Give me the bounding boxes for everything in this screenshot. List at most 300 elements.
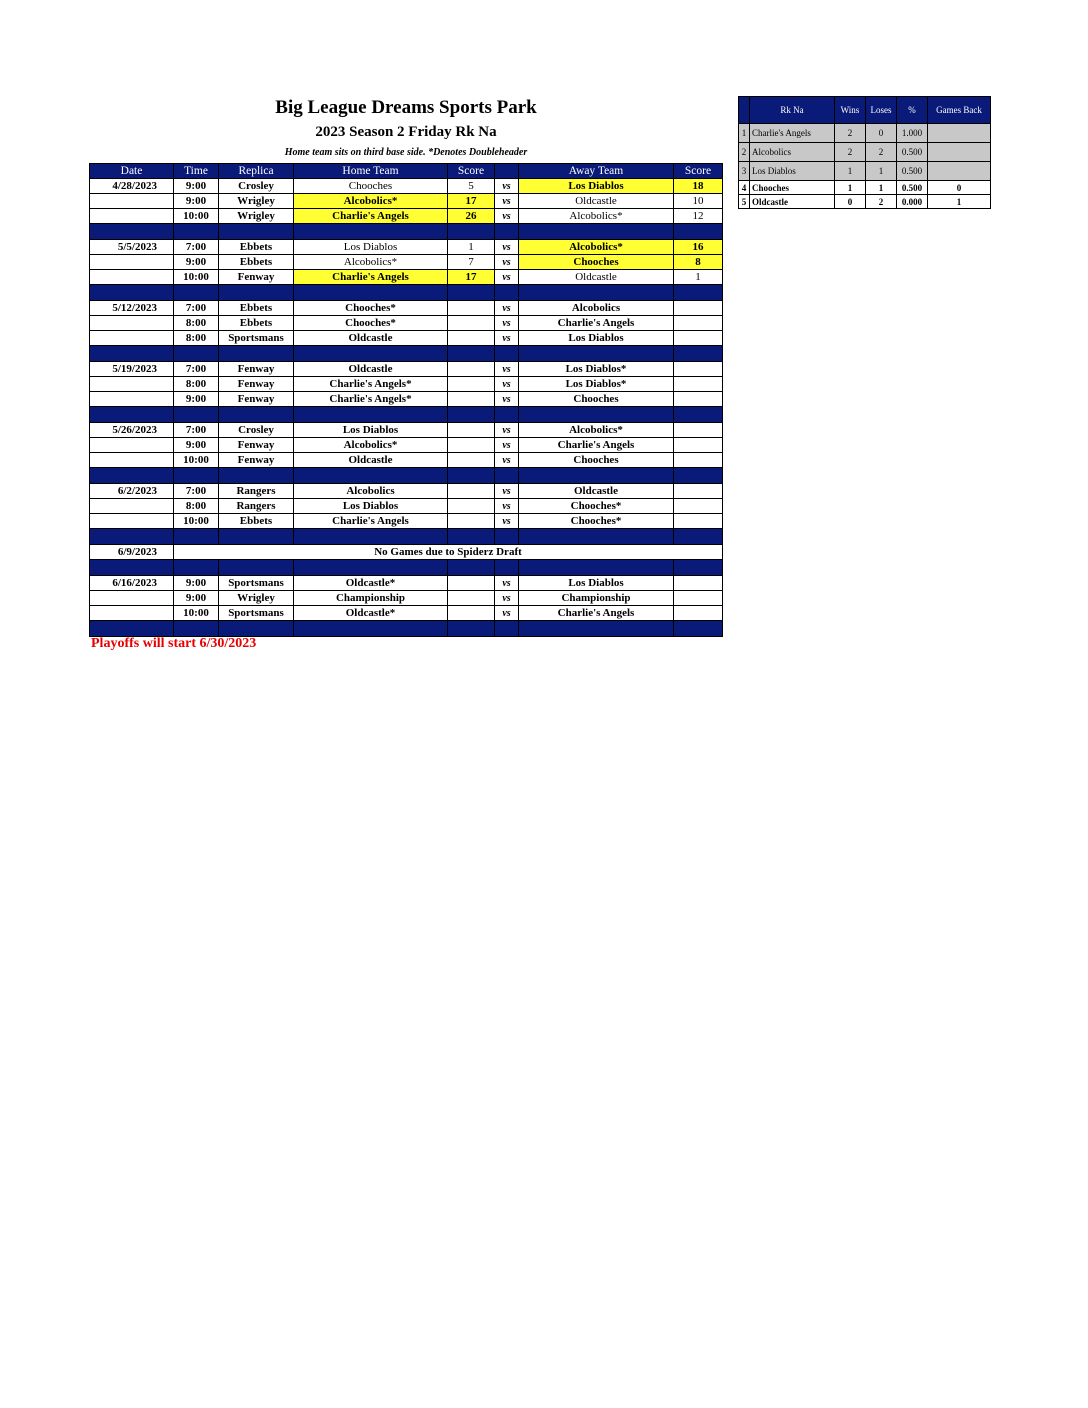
separator-cell (174, 529, 219, 545)
home-team: Charlie's Angels* (294, 377, 448, 392)
field-replica: Fenway (219, 362, 294, 377)
team-name: Los Diablos (750, 162, 835, 181)
away-team: Charlie's Angels (519, 606, 674, 621)
game-row (90, 499, 723, 514)
field-replica: Fenway (219, 377, 294, 392)
field-replica: Sportsmans (219, 606, 294, 621)
page-title: Big League Dreams Sports Park (275, 97, 537, 118)
field-replica: Ebbets (219, 514, 294, 529)
standings-row (739, 162, 991, 181)
game-date (90, 438, 174, 453)
away-team: Chooches* (519, 514, 674, 529)
away-team: Alcobolics* (519, 423, 674, 438)
field-replica: Crosley (219, 179, 294, 194)
standings-row (739, 124, 991, 143)
away-team: Chooches* (519, 499, 674, 514)
team-loses: 1 (866, 162, 897, 181)
team-games-back (928, 162, 991, 181)
field-replica: Wrigley (219, 209, 294, 224)
separator-cell (495, 560, 519, 576)
home-team: Alcobolics* (294, 255, 448, 270)
game-row (90, 484, 723, 499)
game-time: 9:00 (174, 179, 219, 194)
team-percent: 0.500 (897, 181, 928, 195)
separator-cell (674, 621, 723, 637)
separator-cell (294, 468, 448, 484)
schedule-table (89, 163, 723, 637)
home-team: Chooches* (294, 301, 448, 316)
team-percent: 1.000 (897, 124, 928, 143)
home-team: Championship (294, 591, 448, 606)
game-date (90, 270, 174, 285)
vs-label: vs (495, 301, 519, 316)
week-separator (90, 224, 723, 240)
team-rank: 4 (739, 181, 750, 195)
separator-cell (219, 468, 294, 484)
separator-cell (174, 407, 219, 423)
separator-cell (294, 529, 448, 545)
game-row (90, 423, 723, 438)
team-loses: 1 (866, 181, 897, 195)
week-separator (90, 468, 723, 484)
away-score (674, 606, 723, 621)
team-wins: 2 (835, 124, 866, 143)
game-row (90, 576, 723, 591)
field-replica: Wrigley (219, 591, 294, 606)
standings-header-row (739, 97, 991, 124)
away-score (674, 362, 723, 377)
home-score (448, 606, 495, 621)
vs-label: vs (495, 576, 519, 591)
game-date (90, 377, 174, 392)
game-time: 8:00 (174, 499, 219, 514)
game-row (90, 438, 723, 453)
game-date: 5/12/2023 (90, 301, 174, 316)
team-name: Oldcastle (750, 195, 835, 209)
col-home-score: Score (448, 164, 495, 179)
game-row (90, 209, 723, 224)
separator-cell (294, 407, 448, 423)
away-score: 12 (674, 209, 723, 224)
page-subtitle: 2023 Season 2 Friday Rk Na (315, 124, 497, 140)
separator-cell (448, 468, 495, 484)
game-time: 10:00 (174, 514, 219, 529)
team-wins: 2 (835, 143, 866, 162)
game-time: 9:00 (174, 576, 219, 591)
game-date: 6/2/2023 (90, 484, 174, 499)
home-score (448, 362, 495, 377)
away-score (674, 514, 723, 529)
no-games-message: No Games due to Spiderz Draft (174, 545, 723, 560)
vs-label: vs (495, 209, 519, 224)
separator-cell (90, 560, 174, 576)
field-replica: Fenway (219, 438, 294, 453)
team-rank: 5 (739, 195, 750, 209)
vs-label: vs (495, 179, 519, 194)
separator-cell (294, 285, 448, 301)
game-time: 9:00 (174, 392, 219, 407)
team-percent: 0.000 (897, 195, 928, 209)
week-separator (90, 346, 723, 362)
game-date: 6/9/2023 (90, 545, 174, 560)
home-score: 26 (448, 209, 495, 224)
away-team: Charlie's Angels (519, 316, 674, 331)
away-score: 16 (674, 240, 723, 255)
standings-row (739, 181, 991, 195)
home-team: Chooches* (294, 316, 448, 331)
separator-cell (674, 560, 723, 576)
game-row (90, 392, 723, 407)
standings-row (739, 195, 991, 209)
game-date (90, 255, 174, 270)
home-score: 7 (448, 255, 495, 270)
home-team: Alcobolics (294, 484, 448, 499)
separator-cell (674, 346, 723, 362)
game-row (90, 301, 723, 316)
game-time: 7:00 (174, 301, 219, 316)
away-team: Los Diablos* (519, 362, 674, 377)
separator-cell (448, 560, 495, 576)
home-score (448, 423, 495, 438)
away-score: 1 (674, 270, 723, 285)
vs-label: vs (495, 606, 519, 621)
game-date (90, 316, 174, 331)
separator-cell (90, 529, 174, 545)
home-team: Charlie's Angels (294, 270, 448, 285)
away-score (674, 499, 723, 514)
away-team: Chooches (519, 453, 674, 468)
vs-label: vs (495, 591, 519, 606)
separator-cell (495, 224, 519, 240)
vs-label: vs (495, 453, 519, 468)
separator-cell (90, 346, 174, 362)
game-time: 9:00 (174, 255, 219, 270)
separator-cell (174, 224, 219, 240)
team-name: Charlie's Angels (750, 124, 835, 143)
away-score (674, 331, 723, 346)
team-percent: 0.500 (897, 143, 928, 162)
team-name: Alcobolics (750, 143, 835, 162)
week-separator (90, 407, 723, 423)
game-time: 10:00 (174, 270, 219, 285)
separator-cell (674, 529, 723, 545)
game-time: 9:00 (174, 194, 219, 209)
away-score (674, 301, 723, 316)
separator-cell (519, 560, 674, 576)
game-time: 8:00 (174, 331, 219, 346)
separator-cell (495, 407, 519, 423)
col-replica: Replica (219, 164, 294, 179)
separator-cell (495, 621, 519, 637)
schedule-header-row (90, 164, 723, 179)
away-score (674, 453, 723, 468)
home-team: Los Diablos (294, 423, 448, 438)
separator-cell (294, 560, 448, 576)
field-replica: Crosley (219, 423, 294, 438)
home-score (448, 484, 495, 499)
field-replica: Ebbets (219, 240, 294, 255)
home-score (448, 316, 495, 331)
separator-cell (90, 468, 174, 484)
game-date (90, 606, 174, 621)
team-games-back (928, 143, 991, 162)
vs-label: vs (495, 514, 519, 529)
col-home-team: Home Team (294, 164, 448, 179)
home-score: 1 (448, 240, 495, 255)
separator-cell (219, 529, 294, 545)
away-team: Alcobolics (519, 301, 674, 316)
vs-label: vs (495, 423, 519, 438)
separator-cell (90, 285, 174, 301)
doubleheader-note: Home team sits on third base side. *Denotes Doubleheader (284, 147, 528, 158)
vs-label: vs (495, 484, 519, 499)
home-score (448, 392, 495, 407)
separator-cell (448, 285, 495, 301)
separator-cell (674, 407, 723, 423)
vs-label: vs (495, 438, 519, 453)
away-score (674, 484, 723, 499)
field-replica: Rangers (219, 484, 294, 499)
away-score (674, 591, 723, 606)
game-row (90, 240, 723, 255)
separator-cell (519, 224, 674, 240)
home-score: 17 (448, 194, 495, 209)
separator-cell (90, 621, 174, 637)
week-separator (90, 560, 723, 576)
game-row (90, 270, 723, 285)
away-team: Oldcastle (519, 194, 674, 209)
separator-cell (219, 407, 294, 423)
away-team: Charlie's Angels (519, 438, 674, 453)
team-wins: 1 (835, 181, 866, 195)
home-team: Los Diablos (294, 499, 448, 514)
game-time: 7:00 (174, 240, 219, 255)
vs-label: vs (495, 270, 519, 285)
game-date (90, 392, 174, 407)
separator-cell (219, 346, 294, 362)
away-score (674, 438, 723, 453)
separator-cell (519, 468, 674, 484)
separator-cell (519, 346, 674, 362)
col-wins: Wins (835, 97, 866, 124)
home-team: Oldcastle (294, 331, 448, 346)
vs-label: vs (495, 377, 519, 392)
separator-cell (174, 621, 219, 637)
separator-cell (174, 560, 219, 576)
home-team: Chooches (294, 179, 448, 194)
game-row (90, 179, 723, 194)
separator-cell (219, 560, 294, 576)
separator-cell (519, 407, 674, 423)
standings-table (738, 96, 991, 209)
col-loses: Loses (866, 97, 897, 124)
separator-cell (90, 224, 174, 240)
home-team: Oldcastle* (294, 606, 448, 621)
team-loses: 2 (866, 143, 897, 162)
vs-label: vs (495, 392, 519, 407)
separator-cell (674, 285, 723, 301)
separator-cell (219, 621, 294, 637)
home-team: Oldcastle (294, 453, 448, 468)
game-date: 4/28/2023 (90, 179, 174, 194)
team-name: Chooches (750, 181, 835, 195)
home-score (448, 453, 495, 468)
game-time: 9:00 (174, 438, 219, 453)
away-team: Chooches (519, 392, 674, 407)
field-replica: Sportsmans (219, 576, 294, 591)
separator-cell (448, 346, 495, 362)
separator-cell (174, 346, 219, 362)
field-replica: Ebbets (219, 301, 294, 316)
separator-cell (174, 285, 219, 301)
away-team: Championship (519, 591, 674, 606)
vs-label: vs (495, 499, 519, 514)
home-team: Oldcastle (294, 362, 448, 377)
game-time: 10:00 (174, 453, 219, 468)
vs-label: vs (495, 240, 519, 255)
week-separator (90, 621, 723, 637)
home-score (448, 591, 495, 606)
team-wins: 1 (835, 162, 866, 181)
game-row (90, 331, 723, 346)
away-team: Oldcastle (519, 270, 674, 285)
away-team: Alcobolics* (519, 209, 674, 224)
game-date: 5/26/2023 (90, 423, 174, 438)
game-row (90, 606, 723, 621)
home-team: Oldcastle* (294, 576, 448, 591)
col-percent: % (897, 97, 928, 124)
separator-cell (219, 224, 294, 240)
away-team: Los Diablos* (519, 377, 674, 392)
game-date (90, 331, 174, 346)
game-row (90, 377, 723, 392)
away-team: Los Diablos (519, 576, 674, 591)
team-loses: 0 (866, 124, 897, 143)
field-replica: Ebbets (219, 255, 294, 270)
separator-cell (294, 621, 448, 637)
game-time: 7:00 (174, 484, 219, 499)
separator-cell (174, 468, 219, 484)
separator-cell (495, 529, 519, 545)
home-team: Charlie's Angels (294, 209, 448, 224)
game-row (90, 255, 723, 270)
game-date: 6/16/2023 (90, 576, 174, 591)
game-time: 10:00 (174, 209, 219, 224)
separator-cell (674, 224, 723, 240)
team-rank: 1 (739, 124, 750, 143)
separator-cell (519, 285, 674, 301)
game-row (90, 362, 723, 377)
separator-cell (294, 346, 448, 362)
field-replica: Fenway (219, 392, 294, 407)
team-loses: 2 (866, 195, 897, 209)
field-replica: Wrigley (219, 194, 294, 209)
separator-cell (294, 224, 448, 240)
away-team: Los Diablos (519, 331, 674, 346)
team-games-back: 1 (928, 195, 991, 209)
field-replica: Fenway (219, 270, 294, 285)
away-team: Alcobolics* (519, 240, 674, 255)
separator-cell (448, 407, 495, 423)
home-score (448, 438, 495, 453)
separator-cell (519, 529, 674, 545)
game-date (90, 194, 174, 209)
away-score (674, 377, 723, 392)
away-score: 8 (674, 255, 723, 270)
game-row (90, 316, 723, 331)
away-score (674, 316, 723, 331)
game-row (90, 514, 723, 529)
home-team: Charlie's Angels (294, 514, 448, 529)
home-score (448, 331, 495, 346)
vs-label: vs (495, 331, 519, 346)
week-separator (90, 529, 723, 545)
game-date: 5/5/2023 (90, 240, 174, 255)
team-games-back (928, 124, 991, 143)
field-replica: Fenway (219, 453, 294, 468)
home-score (448, 576, 495, 591)
away-score (674, 423, 723, 438)
game-row (90, 453, 723, 468)
home-score: 17 (448, 270, 495, 285)
game-time: 7:00 (174, 362, 219, 377)
game-row (90, 591, 723, 606)
col-rank (739, 97, 750, 124)
col-time: Time (174, 164, 219, 179)
game-date: 5/19/2023 (90, 362, 174, 377)
col-away-team: Away Team (519, 164, 674, 179)
home-score (448, 301, 495, 316)
home-score: 5 (448, 179, 495, 194)
vs-label: vs (495, 255, 519, 270)
col-date: Date (90, 164, 174, 179)
home-team: Charlie's Angels* (294, 392, 448, 407)
separator-cell (519, 621, 674, 637)
away-team: Oldcastle (519, 484, 674, 499)
away-score: 10 (674, 194, 723, 209)
home-score (448, 499, 495, 514)
away-team: Chooches (519, 255, 674, 270)
team-rank: 3 (739, 162, 750, 181)
team-games-back: 0 (928, 181, 991, 195)
home-score (448, 377, 495, 392)
separator-cell (448, 529, 495, 545)
game-date (90, 514, 174, 529)
field-replica: Ebbets (219, 316, 294, 331)
away-team: Los Diablos (519, 179, 674, 194)
field-replica: Rangers (219, 499, 294, 514)
vs-label: vs (495, 194, 519, 209)
team-rank: 2 (739, 143, 750, 162)
game-date (90, 453, 174, 468)
game-time: 8:00 (174, 316, 219, 331)
separator-cell (495, 468, 519, 484)
home-team: Alcobolics* (294, 438, 448, 453)
home-score (448, 514, 495, 529)
vs-label: vs (495, 362, 519, 377)
col-vs (495, 164, 519, 179)
game-time: 8:00 (174, 377, 219, 392)
separator-cell (495, 285, 519, 301)
team-wins: 0 (835, 195, 866, 209)
game-time: 7:00 (174, 423, 219, 438)
separator-cell (219, 285, 294, 301)
field-replica: Sportsmans (219, 331, 294, 346)
standings-row (739, 143, 991, 162)
away-score: 18 (674, 179, 723, 194)
separator-cell (495, 346, 519, 362)
col-away-score: Score (674, 164, 723, 179)
